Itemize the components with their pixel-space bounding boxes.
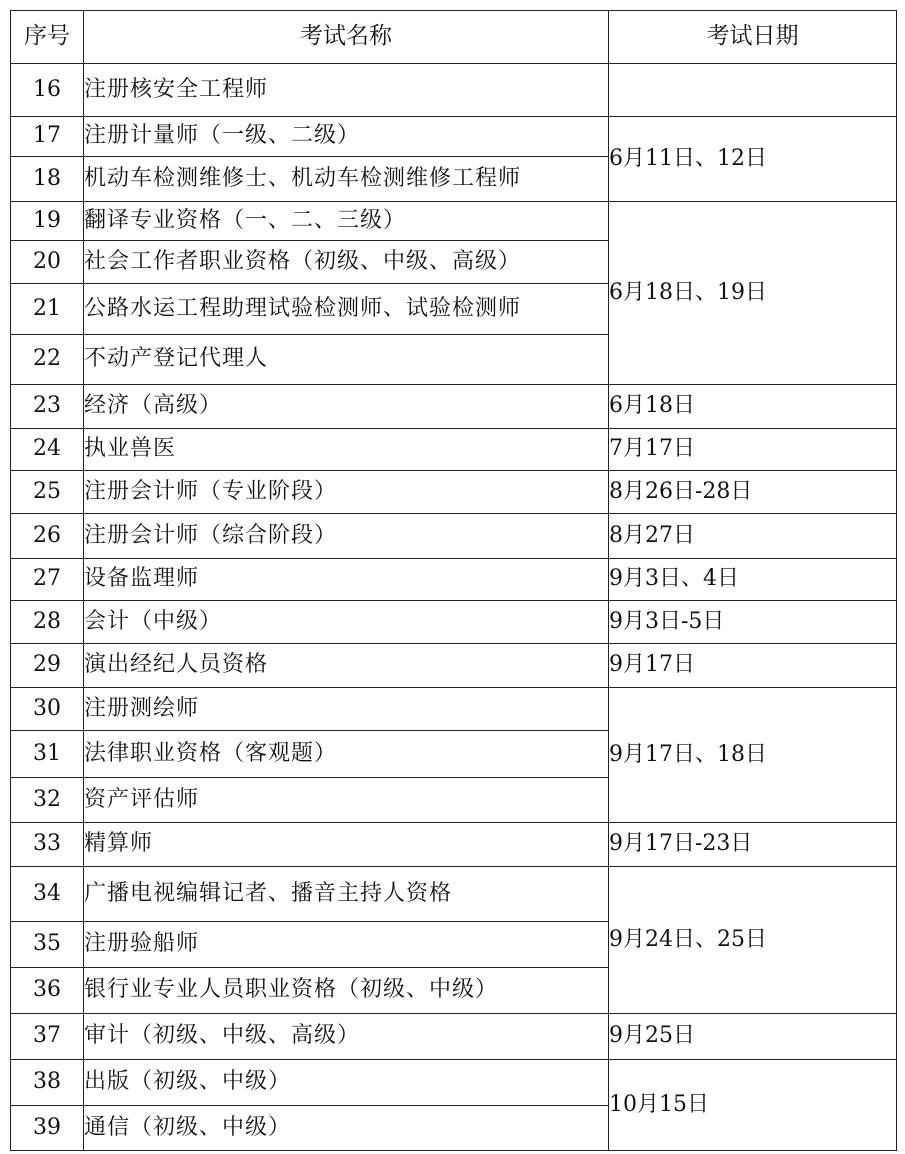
row-number: 22 [11, 335, 84, 385]
exam-name: 机动车检测维修士、机动车检测维修工程师 [84, 157, 609, 202]
exam-date: 8月26日-28日 [609, 471, 897, 514]
exam-name: 精算师 [84, 823, 609, 867]
exam-name: 注册测绘师 [84, 688, 609, 731]
row-number: 18 [11, 157, 84, 202]
row-number: 19 [11, 202, 84, 241]
row-number: 37 [11, 1014, 84, 1060]
exam-name: 翻译专业资格（一、二、三级） [84, 202, 609, 241]
table-row [11, 471, 897, 514]
table-row [11, 429, 897, 471]
exam-name: 出版（初级、中级） [84, 1060, 609, 1106]
header-exam-name: 考试名称 [84, 11, 609, 64]
exam-name: 经济（高级） [84, 385, 609, 429]
row-number: 23 [11, 385, 84, 429]
exam-date: 9月17日 [609, 644, 897, 688]
header-serial-number: 序号 [11, 11, 84, 64]
exam-date: 9月17日、18日 [609, 688, 897, 823]
table-row [11, 1060, 897, 1106]
exam-name: 会计（中级） [84, 601, 609, 644]
table-row [11, 559, 897, 601]
exam-name: 注册计量师（一级、二级） [84, 117, 609, 157]
row-number: 25 [11, 471, 84, 514]
table-row [11, 823, 897, 867]
exam-date: 6月18日、19日 [609, 202, 897, 385]
exam-name: 审计（初级、中级、高级） [84, 1014, 609, 1060]
exam-date: 9月3日、4日 [609, 559, 897, 601]
exam-name: 银行业专业人员职业资格（初级、中级） [84, 968, 609, 1014]
table-row [11, 1014, 897, 1060]
row-number: 29 [11, 644, 84, 688]
table-row [11, 64, 897, 117]
exam-date: 9月17日-23日 [609, 823, 897, 867]
exam-name: 演出经纪人员资格 [84, 644, 609, 688]
table-row [11, 385, 897, 429]
row-number: 39 [11, 1106, 84, 1151]
row-number: 28 [11, 601, 84, 644]
exam-name: 通信（初级、中级） [84, 1106, 609, 1151]
exam-name: 注册验船师 [84, 922, 609, 968]
row-number: 31 [11, 731, 84, 778]
row-number: 30 [11, 688, 84, 731]
exam-date [609, 64, 897, 117]
row-number: 38 [11, 1060, 84, 1106]
exam-date: 7月17日 [609, 429, 897, 471]
exam-name: 公路水运工程助理试验检测师、试验检测师 [84, 284, 609, 335]
row-number: 27 [11, 559, 84, 601]
exam-name: 注册会计师（专业阶段） [84, 471, 609, 514]
exam-name: 资产评估师 [84, 778, 609, 823]
exam-date: 8月27日 [609, 514, 897, 559]
row-number: 35 [11, 922, 84, 968]
exam-name: 设备监理师 [84, 559, 609, 601]
row-number: 17 [11, 117, 84, 157]
row-number: 34 [11, 867, 84, 922]
table-row [11, 644, 897, 688]
header-exam-date: 考试日期 [609, 11, 897, 64]
row-number: 24 [11, 429, 84, 471]
exam-name: 法律职业资格（客观题） [84, 731, 609, 778]
row-number: 32 [11, 778, 84, 823]
table-row [11, 514, 897, 559]
row-number: 33 [11, 823, 84, 867]
exam-date: 10月15日 [609, 1060, 897, 1151]
exam-date: 6月11日、12日 [609, 117, 897, 202]
exam-name: 注册核安全工程师 [84, 64, 609, 117]
table-row [11, 688, 897, 731]
row-number: 26 [11, 514, 84, 559]
table-row [11, 601, 897, 644]
exam-date: 6月18日 [609, 385, 897, 429]
header-row [11, 11, 897, 64]
exam-name: 注册会计师（综合阶段） [84, 514, 609, 559]
table-row [11, 867, 897, 922]
row-number: 21 [11, 284, 84, 335]
table-row [11, 117, 897, 157]
exam-date: 9月25日 [609, 1014, 897, 1060]
exam-schedule-table [10, 10, 897, 1151]
exam-name: 不动产登记代理人 [84, 335, 609, 385]
exam-date: 9月24日、25日 [609, 867, 897, 1014]
row-number: 36 [11, 968, 84, 1014]
exam-name: 社会工作者职业资格（初级、中级、高级） [84, 241, 609, 284]
exam-name: 广播电视编辑记者、播音主持人资格 [84, 867, 609, 922]
row-number: 16 [11, 64, 84, 117]
table-row [11, 202, 897, 241]
exam-name: 执业兽医 [84, 429, 609, 471]
exam-date: 9月3日-5日 [609, 601, 897, 644]
row-number: 20 [11, 241, 84, 284]
